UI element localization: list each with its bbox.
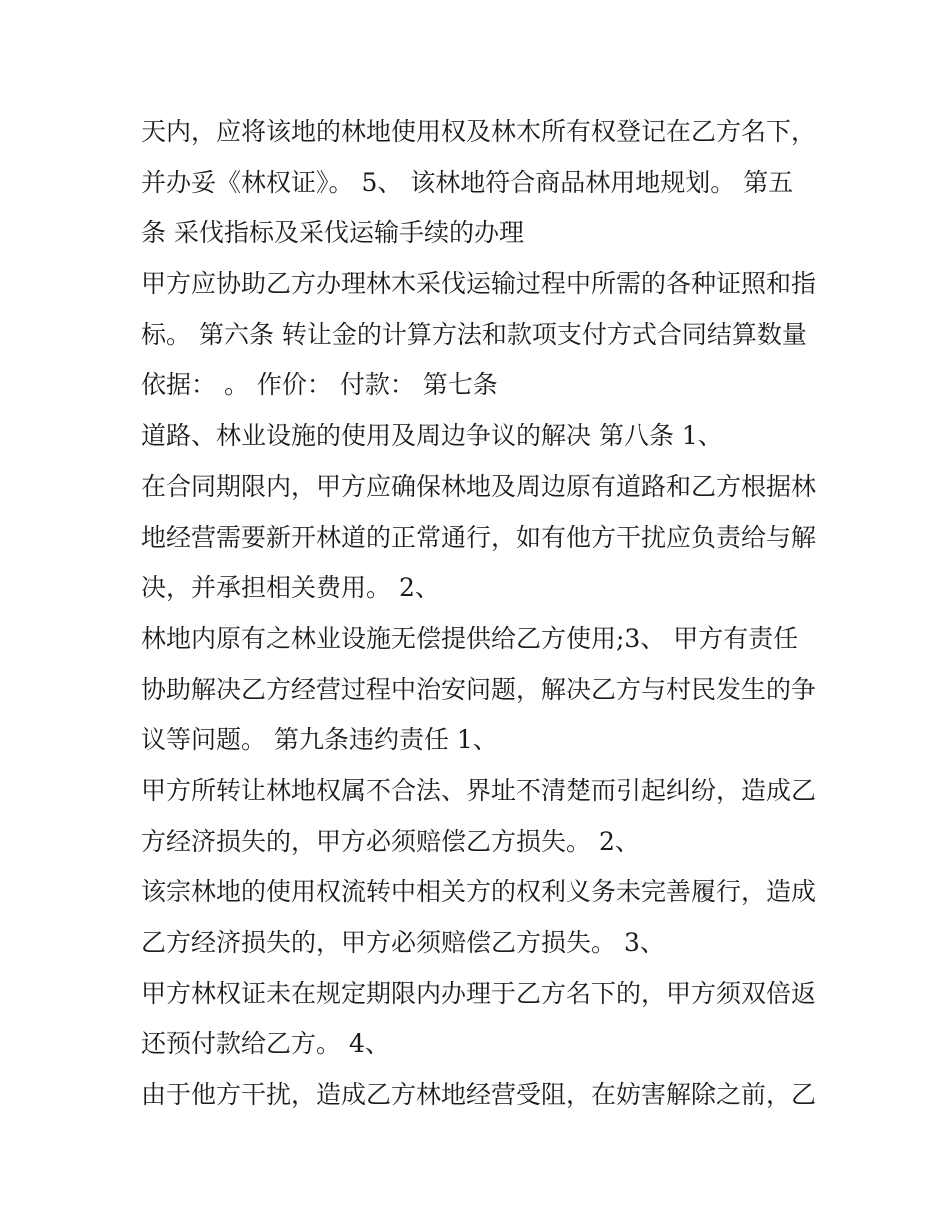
text-line: 乙方经济损失的，甲方必须赔偿乙方损失。 3、	[141, 928, 665, 957]
text-line: 甲方应协助乙方办理林木采伐运输过程中所需的各种证照和指	[141, 269, 817, 299]
text-line: 地经营需要新开林道的正常通行，如有他方干扰应负责给与解	[141, 522, 817, 552]
text-line: 标。 第六条 转让金的计算方法和款项支付方式合同结算数量	[141, 319, 807, 349]
text-line: 甲方所转让林地权属不合法、界址不清楚而引起纠纷，造成乙	[141, 775, 817, 805]
text-line: 条 采伐指标及采伐运输手续的办理	[141, 218, 524, 248]
text-line: 决，并承担相关费用。 2、	[141, 573, 440, 603]
contract-body-text	[141, 107, 821, 1121]
text-line: 由于他方干扰，造成乙方林地经营受阻，在妨害解除之前，乙	[141, 1080, 817, 1110]
text-line: 在合同期限内，甲方应确保林地及周边原有道路和乙方根据林	[141, 471, 817, 501]
text-line: 还预付款给乙方。 4、	[141, 1029, 390, 1059]
text-line: 方经济损失的，甲方必须赔偿乙方损失。 2、	[141, 826, 640, 856]
text-line: 甲方林权证未在规定期限内办理于乙方名下的，甲方须双倍返	[141, 978, 817, 1008]
text-line: 林地内原有之林业设施无偿提供给乙方使用;3、 甲方有责任	[141, 623, 799, 653]
text-line: 并办妥《林权证》。 5、 该林地符合商品林用地规划。 第五	[141, 167, 794, 197]
text-line: 天内，应将该地的林地使用权及林木所有权登记在乙方名下，	[141, 117, 817, 146]
text-line: 协助解决乙方经营过程中治安问题，解决乙方与村民发生的争	[141, 674, 817, 704]
text-line: 议等问题。 第九条违约责任 1、	[141, 725, 498, 755]
text-line: 道路、林业设施的使用及周边争议的解决 第八条 1、	[141, 421, 723, 451]
text-line: 依据： 。 作价： 付款： 第七条	[141, 370, 498, 400]
text-line: 该宗林地的使用权流转中相关方的权利义务未完善履行，造成	[141, 877, 817, 907]
